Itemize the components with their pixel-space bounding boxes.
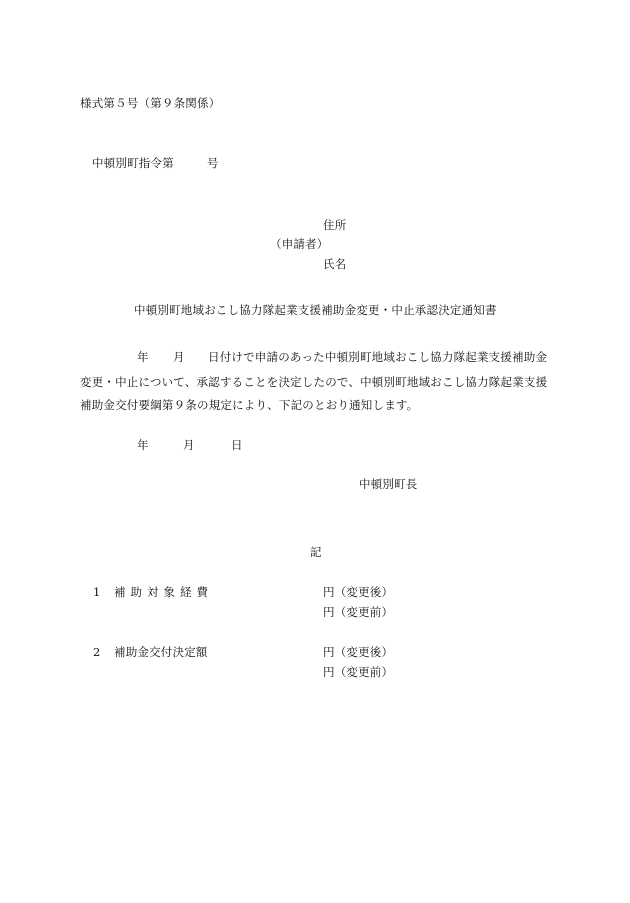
issuer: 中頓別町長 <box>359 477 418 491</box>
body-month: 月 <box>173 350 185 364</box>
body-line-2: 変更・中止について、承認することを決定したので、中頓別町地域おこし協力隊起業支援 <box>80 375 548 389</box>
body-line-3: 補助金交付要綱第９条の規定により、下記のとおり通知します。 <box>80 398 419 412</box>
ki-heading: 記 <box>310 545 322 559</box>
address-label: 住所 <box>323 218 347 232</box>
ref-number-prefix: 中頓別町指令第 <box>92 156 174 170</box>
item-number: 2 <box>93 645 101 659</box>
date-month: 月 <box>183 438 195 452</box>
name-label: 氏名 <box>323 257 347 271</box>
date-day: 日 <box>231 438 243 452</box>
body-year: 年 <box>137 350 149 364</box>
ref-number-suffix: 号 <box>207 156 219 170</box>
date-year: 年 <box>137 438 149 452</box>
item-number: 1 <box>93 585 101 599</box>
item-label: 補助対象経費 <box>114 585 213 599</box>
item-amount-before: 円（変更前） <box>323 665 394 679</box>
document-title: 中頓別町地域おこし協力隊起業支援補助金変更・中止承認決定通知書 <box>134 303 497 317</box>
form-label: 様式第５号（第９条関係） <box>80 96 221 110</box>
applicant-label: （申請者） <box>270 237 329 251</box>
item-label: 補助金交付決定額 <box>114 645 208 659</box>
item-amount-after: 円（変更後） <box>323 645 394 659</box>
body-line-1: 日付けで申請のあった中頓別町地域おこし協力隊起業支援補助金 <box>208 350 548 364</box>
item-amount-before: 円（変更前） <box>323 605 394 619</box>
item-amount-after: 円（変更後） <box>323 585 394 599</box>
